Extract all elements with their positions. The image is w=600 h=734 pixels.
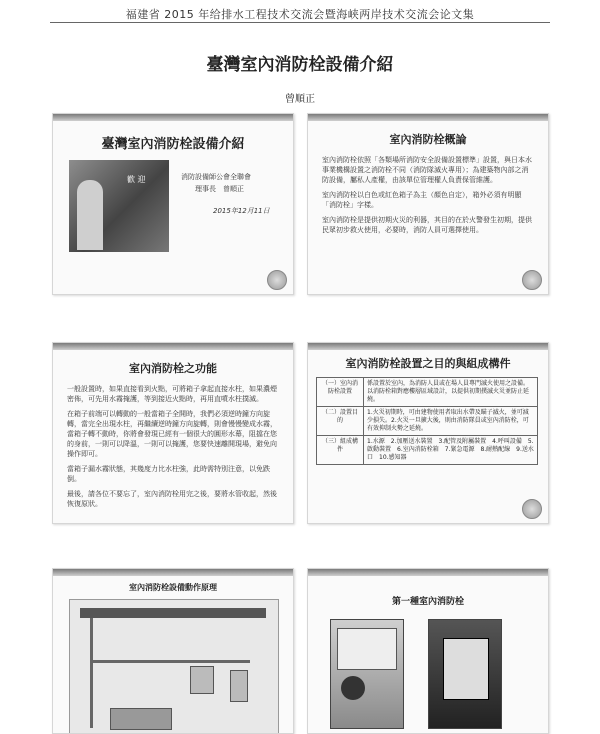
speaker-photo (69, 160, 169, 252)
emblem-icon (522, 270, 542, 290)
running-header: 福建省 2015 年给排水工程技术交流会暨海峡两岸技术交流会论文集 (125, 8, 475, 21)
slide-date: 2015年12月11日 (213, 207, 270, 215)
table-cell: （三）組成構件 (317, 436, 364, 465)
table-row (317, 436, 538, 465)
author-name: 曾順正 (285, 94, 315, 105)
operation-diagram (69, 599, 279, 734)
cabinet-door (337, 628, 397, 670)
cabinet-door (443, 638, 489, 700)
header-rule (50, 22, 550, 23)
slide-topbar (308, 569, 548, 576)
slide-1 (52, 113, 294, 295)
slide-title: 室內消防栓概論 (389, 133, 467, 146)
emblem-icon (267, 270, 287, 290)
speaker-role: 理事長 曾順正 (195, 185, 244, 193)
slide-topbar (53, 114, 293, 121)
slide-3 (52, 342, 294, 524)
slide-title: 室內消防栓之功能 (129, 362, 217, 375)
slide-4 (307, 342, 549, 524)
paragraph: 最後，請各位不要忘了，室內消防栓用完之後，要將水管收起，然後恢復原狀。 (67, 490, 277, 508)
slide-title: 臺灣室內消防栓設備介紹 (101, 137, 245, 152)
slide-2 (307, 113, 549, 295)
table-cell: 1.火災初期時，可由建物使用者取出水帶及瞄子滅火，並可減少損失。2.火災一旦擴大後，則由消防隊員或室內消防栓，可有效抑制火勢之延燒。 (364, 407, 538, 436)
hydrant-cabinet-photo (330, 619, 404, 729)
hydrant-box (190, 666, 214, 694)
paragraph: 在箱子前端可以轉動的一般當箱子全開時，我們必須逆時鐘方向旋轉，當完全出現水柱，再繼續逆時鐘方向旋轉，則會慢慢變成水霧，當箱子轉不動時，你將會發現已經有一個很大的圓形水幕，阻擋在您的身前，一則可以降溫，一則可以掩護，您要快速離開現場，避免向操作即可。 (67, 410, 277, 458)
hydrant-cabinet-photo (428, 619, 502, 729)
table-cell: （二）設置目的 (317, 407, 364, 436)
person-figure (77, 180, 103, 250)
emblem-icon (522, 499, 542, 519)
hose-reel (341, 676, 365, 700)
table-cell: 係設置於室內，為消防人員或在場人員專門滅火使用之設備。以消防栓箱對應樓層區域設計，以提供初期撲滅火災並防止延燒。 (364, 378, 538, 407)
org-name: 消防設備師公會全聯會 (181, 173, 251, 181)
component-table (316, 377, 538, 465)
photo-caption: 歡 迎 (127, 175, 146, 184)
slide-topbar (308, 114, 548, 121)
slide-6 (307, 568, 549, 734)
water-tank (80, 608, 266, 618)
riser-pipe (90, 618, 93, 728)
paragraph: 室內消防栓依照「各類場所消防安全設備設置標準」設置，與日本水事業機構設置之消防栓不同（消防隊滅火專用）；為建築物內部之消防設備，屬私人產權，由該單位管理權人負責保管維護。 (322, 156, 532, 184)
slide-5 (52, 568, 294, 734)
slide-title: 室內消防栓設置之目的與組成構件 (345, 357, 511, 370)
slide-topbar (53, 343, 293, 350)
slide-title: 室內消防栓設備動作原理 (129, 583, 217, 592)
branch-pipe (90, 660, 250, 663)
table-cell: 1.水源 2.加壓送水裝置 3.配管及附屬裝置 4.呼叫設備 5.啟動裝置 6.室內消防栓箱 7.緊急電源 8.耐熱配線 9.送水口 10.感知器 (364, 436, 538, 465)
hydrant-box (230, 670, 248, 702)
paragraph: 一般設置時，如果直接看到火點，可將箱子拿起直接水柱，如果濃煙密佈，可先用水霧掩護，等到接近火點時，再用直噴水柱撲滅。 (67, 385, 277, 403)
table-row (317, 407, 538, 436)
document-title: 臺灣室內消防栓設備介紹 (206, 55, 394, 75)
table-cell: （一）室內消防栓設置 (317, 378, 364, 407)
pump-unit (110, 708, 172, 730)
slide-title: 第一種室內消防栓 (391, 597, 464, 607)
table-row (317, 378, 538, 407)
paragraph: 室內消防栓以白色或紅色箱子為主（顏色自定），箱外必須有明顯「消防栓」字樣。 (322, 191, 522, 209)
paragraph: 室內消防栓是提供初期火災的利器，其目的在於火警發生初期，提供民眾初步救火使用，必要時，消防人員可選擇使用。 (322, 216, 532, 234)
slide-topbar (308, 343, 548, 350)
slide-topbar (53, 569, 293, 576)
paragraph: 當箱子漏水霧狀態，其幾度力比水柱強，此時需特別注意，以免跌倒。 (67, 465, 270, 483)
